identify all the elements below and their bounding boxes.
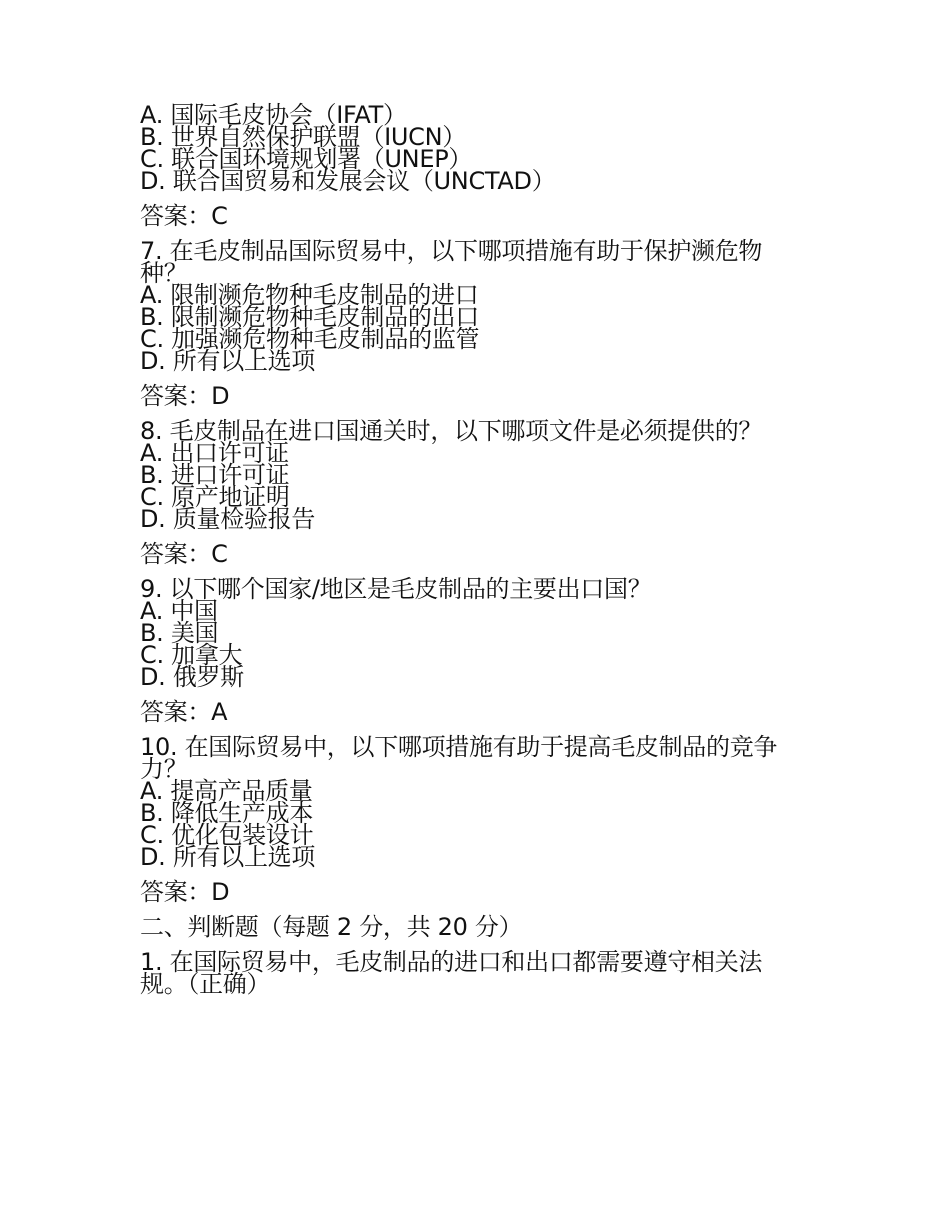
question-9 bbox=[140, 575, 820, 691]
question-8-answer: 答案：C bbox=[140, 540, 228, 568]
option-d: D. 质量检验报告 bbox=[140, 505, 316, 533]
option-c: C. 原产地证明 bbox=[140, 483, 290, 511]
option-d: D. 所有以上选项 bbox=[140, 347, 316, 375]
question-7-text-line-1: 7. 在毛皮制品国际贸易中，以下哪项措施有助于保护濒危物 bbox=[140, 237, 763, 265]
option-b: B. 进口许可证 bbox=[140, 461, 290, 489]
question-9-text: 9. 以下哪个国家/地区是毛皮制品的主要出口国？ bbox=[140, 575, 652, 603]
option-a: A. 出口许可证 bbox=[140, 439, 289, 467]
option-c: C. 加拿大 bbox=[140, 641, 243, 669]
question-10-text-line-2: 力？ bbox=[140, 755, 188, 783]
option-b: B. 世界自然保护联盟（IUCN） bbox=[140, 123, 466, 151]
question-6-options bbox=[140, 101, 820, 195]
document-page bbox=[140, 101, 820, 998]
option-b: B. 美国 bbox=[140, 619, 219, 647]
option-c: C. 优化包装设计 bbox=[140, 821, 314, 849]
option-b: B. 降低生产成本 bbox=[140, 799, 314, 827]
question-6-answer: 答案：C bbox=[140, 202, 228, 230]
section-2-title: 二、判断题（每题 2 分，共 20 分） bbox=[140, 913, 523, 941]
judgment-question-1-line-1: 1. 在国际贸易中，毛皮制品的进口和出口都需要遵守相关法 bbox=[140, 948, 763, 976]
option-b: B. 限制濒危物种毛皮制品的出口 bbox=[140, 303, 479, 331]
option-a: A. 中国 bbox=[140, 597, 218, 625]
judgment-question-1-line-2: 规。（正确） bbox=[140, 970, 271, 998]
question-7-text-line-2: 种？ bbox=[140, 259, 188, 287]
option-a: A. 限制濒危物种毛皮制品的进口 bbox=[140, 281, 479, 309]
option-d: D. 俄罗斯 bbox=[140, 663, 244, 691]
question-9-answer: 答案：A bbox=[140, 698, 228, 726]
question-10 bbox=[140, 733, 820, 871]
option-d: D. 联合国贸易和发展会议（UNCTAD） bbox=[140, 167, 556, 195]
question-8 bbox=[140, 417, 820, 533]
question-8-text: 8. 毛皮制品在进口国通关时，以下哪项文件是必须提供的？ bbox=[140, 417, 763, 445]
question-7-answer: 答案：D bbox=[140, 382, 230, 410]
option-a: A. 国际毛皮协会（IFAT） bbox=[140, 101, 407, 129]
option-d: D. 所有以上选项 bbox=[140, 843, 316, 871]
question-7 bbox=[140, 237, 820, 375]
question-10-text-line-1: 10. 在国际贸易中，以下哪项措施有助于提高毛皮制品的竞争 bbox=[140, 733, 778, 761]
option-c: C. 联合国环境规划署（UNEP） bbox=[140, 145, 473, 173]
question-10-answer: 答案：D bbox=[140, 878, 230, 906]
option-c: C. 加强濒危物种毛皮制品的监管 bbox=[140, 325, 480, 353]
judgment-question-1 bbox=[140, 948, 820, 998]
option-a: A. 提高产品质量 bbox=[140, 777, 313, 805]
